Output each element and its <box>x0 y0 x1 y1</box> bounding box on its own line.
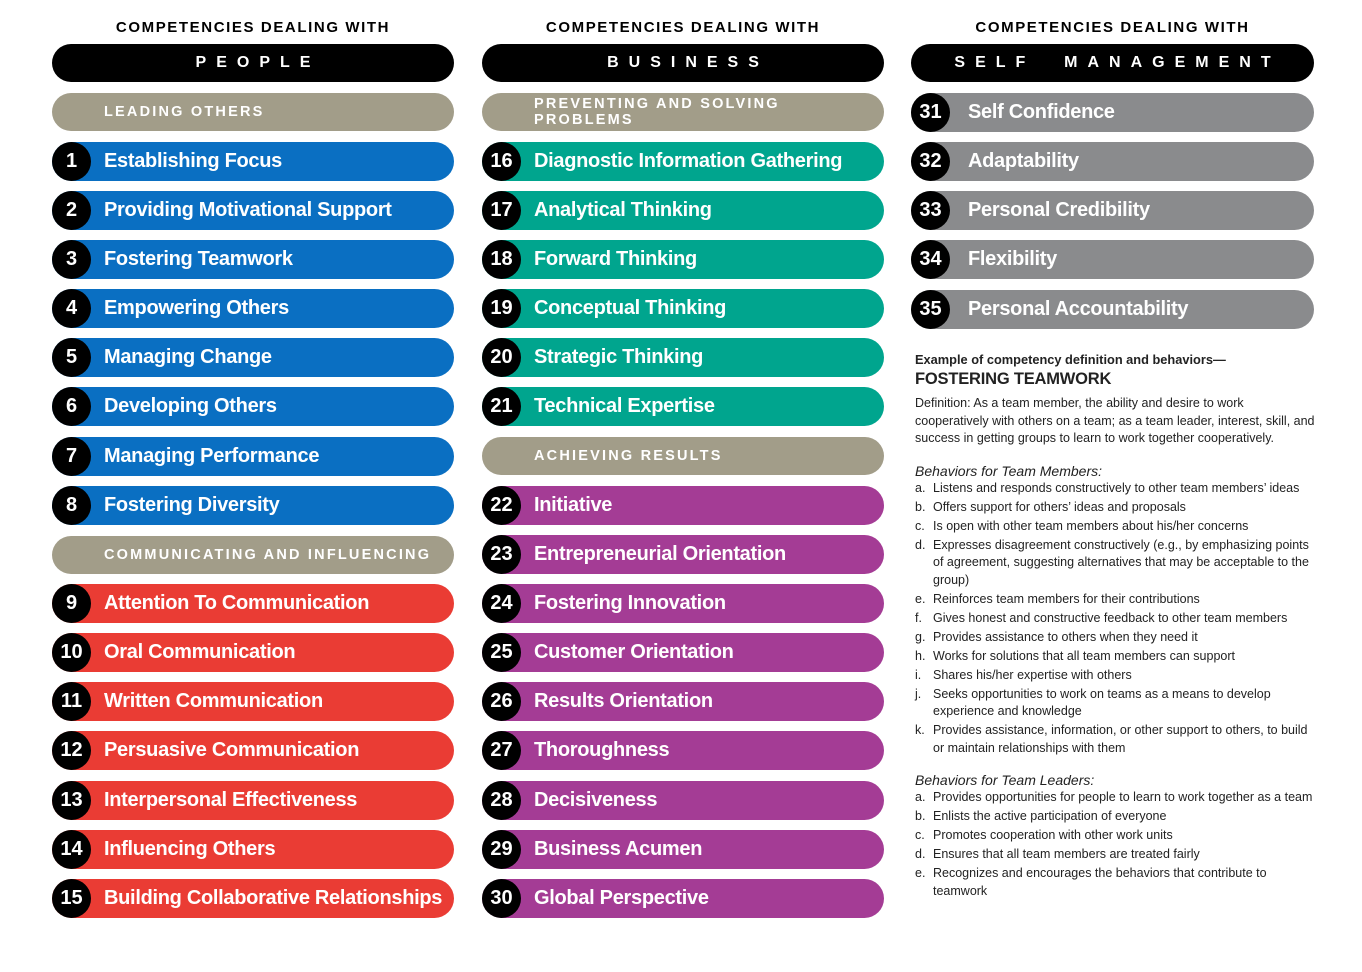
section-label: LEADING OTHERS <box>104 104 265 120</box>
number-badge: 10 <box>52 633 91 672</box>
list-marker: c. <box>915 518 925 533</box>
section-label: COMMUNICATING AND INFLUENCING <box>104 547 432 563</box>
number-badge: 29 <box>482 830 521 869</box>
competency-29[interactable] <box>482 830 884 869</box>
list-marker: d. <box>915 537 926 552</box>
number-badge: 13 <box>52 781 91 820</box>
competency-35[interactable] <box>911 290 1314 329</box>
competency-label: Adaptability <box>968 150 1079 172</box>
competency-label: Developing Others <box>104 395 277 417</box>
competency-22[interactable] <box>482 486 884 525</box>
list-marker: k. <box>915 723 925 737</box>
number-badge: 12 <box>52 731 91 770</box>
section-achieving-results <box>482 437 884 475</box>
competency-13[interactable] <box>52 781 454 820</box>
behavior-text: Gives honest and constructive feedback to other team members <box>933 610 1288 625</box>
competency-6[interactable] <box>52 387 454 426</box>
competency-label: Initiative <box>534 494 613 516</box>
behavior-text: Provides assistance to others when they need it <box>933 629 1198 644</box>
competency-20[interactable] <box>482 338 884 377</box>
number-badge: 6 <box>52 387 91 426</box>
competency-2[interactable] <box>52 191 454 230</box>
competency-label: Customer Orientation <box>534 641 734 663</box>
people-title: PEOPLE <box>195 54 321 71</box>
number-badge: 18 <box>482 240 521 279</box>
number-badge: 23 <box>482 535 521 574</box>
number-badge: 15 <box>52 879 91 918</box>
behavior-text: Listens and responds constructively to other team members’ ideas <box>933 480 1300 495</box>
competency-17[interactable] <box>482 191 884 230</box>
self-header-pill <box>911 44 1314 82</box>
competency-33[interactable] <box>911 191 1314 230</box>
competency-24[interactable] <box>482 584 884 623</box>
behavior-text: Is open with other team members about his/her concerns <box>933 518 1249 533</box>
number-badge: 11 <box>52 682 91 721</box>
competency-23[interactable] <box>482 535 884 574</box>
number-badge: 27 <box>482 731 521 770</box>
list-marker: b. <box>915 809 926 823</box>
competency-label: Influencing Others <box>104 838 276 860</box>
behavior-text: Ensures that all team members are treated fairly <box>933 847 1200 861</box>
list-item <box>915 722 1315 757</box>
behavior-text: Shares his/her expertise with others <box>933 667 1132 682</box>
number-badge: 5 <box>52 338 91 377</box>
competency-10[interactable] <box>52 633 454 672</box>
competency-label: Results Orientation <box>534 690 713 712</box>
competency-26[interactable] <box>482 682 884 721</box>
definition-intro: Example of competency definition and behaviors— <box>915 352 1226 367</box>
business-header-pill <box>482 44 884 82</box>
number-badge: 16 <box>482 142 521 181</box>
competency-label: Attention To Communication <box>104 592 370 614</box>
competency-label: Written Communication <box>104 690 323 712</box>
number-badge: 26 <box>482 682 521 721</box>
number-badge: 34 <box>911 240 950 279</box>
list-item <box>915 865 1315 900</box>
number-badge: 32 <box>911 142 950 181</box>
number-badge: 2 <box>52 191 91 230</box>
competency-8[interactable] <box>52 486 454 525</box>
list-marker: c. <box>915 828 925 842</box>
competency-label: Fostering Teamwork <box>104 248 293 270</box>
number-badge: 20 <box>482 338 521 377</box>
list-item <box>915 629 1315 647</box>
number-badge: 25 <box>482 633 521 672</box>
business-title: BUSINESS <box>607 54 769 71</box>
list-item <box>915 808 1315 826</box>
competency-label: Forward Thinking <box>534 248 697 270</box>
behavior-text: Provides opportunities for people to learn to work together as a team <box>933 790 1313 804</box>
competency-28[interactable] <box>482 781 884 820</box>
competency-18[interactable] <box>482 240 884 279</box>
list-marker: e. <box>915 866 926 880</box>
list-marker: e. <box>915 591 926 606</box>
list-marker: g. <box>915 629 926 644</box>
competency-34[interactable] <box>911 240 1314 279</box>
competency-label: Conceptual Thinking <box>534 297 727 319</box>
number-badge: 14 <box>52 830 91 869</box>
section-label: PREVENTING AND SOLVING PROBLEMS <box>534 96 780 128</box>
list-marker: a. <box>915 480 926 495</box>
behavior-text: Provides assistance, information, or other support to others, to build or maintain relationships with them <box>933 723 1308 755</box>
competency-label: Persuasive Communication <box>104 739 360 761</box>
competency-label: Personal Accountability <box>968 298 1189 320</box>
competency-label: Decisiveness <box>534 789 658 811</box>
list-marker: a. <box>915 790 926 804</box>
list-marker: f. <box>915 610 922 625</box>
competency-label: Empowering Others <box>104 297 289 319</box>
number-badge: 9 <box>52 584 91 623</box>
competency-label: Thoroughness <box>534 739 670 761</box>
members-heading: Behaviors for Team Members: <box>915 462 1102 479</box>
number-badge: 21 <box>482 387 521 426</box>
competency-19[interactable] <box>482 289 884 328</box>
definition-title: FOSTERING TEAMWORK <box>915 370 1112 388</box>
list-item <box>915 518 1315 536</box>
competency-25[interactable] <box>482 633 884 672</box>
list-item <box>915 480 1315 498</box>
competency-9[interactable] <box>52 584 454 623</box>
behavior-text: Expresses disagreement constructively (e.g., by emphasizing points of agreement, suggesting alternatives that may be acceptable to the group) <box>933 537 1309 587</box>
competency-label: Entrepreneurial Orientation <box>534 543 786 565</box>
list-item <box>915 610 1315 628</box>
competency-14[interactable] <box>52 830 454 869</box>
competency-31[interactable] <box>911 93 1314 132</box>
number-badge: 4 <box>52 289 91 328</box>
list-marker: j. <box>915 686 922 701</box>
behavior-text: Recognizes and encourages the behaviors that contribute to teamwork <box>933 866 1267 898</box>
list-item <box>915 667 1315 685</box>
leaders-behavior-list <box>915 789 1315 900</box>
leaders-heading: Behaviors for Team Leaders: <box>915 772 1095 788</box>
behavior-text: Enlists the active participation of everyone <box>933 809 1167 823</box>
competency-label: Interpersonal Effectiveness <box>104 789 358 811</box>
section-leading-others <box>52 93 454 131</box>
section-label: ACHIEVING RESULTS <box>534 448 723 464</box>
competency-label: Analytical Thinking <box>534 199 712 221</box>
members-behavior-list <box>915 480 1315 758</box>
competency-label: Business Acumen <box>534 838 703 860</box>
people-header-pill <box>52 44 454 82</box>
competency-21[interactable] <box>482 387 884 426</box>
competency-label: Oral Communication <box>104 641 296 663</box>
definition-text: Definition: As a team member, the ability and desire to work cooperatively with others on a team; as a team leader, interest, skill, and success in getting groups to learn to work together cooperatively. <box>915 396 1315 445</box>
number-badge: 24 <box>482 584 521 623</box>
behavior-text: Works for solutions that all team members can support <box>933 648 1235 663</box>
competency-1[interactable] <box>52 142 454 181</box>
number-badge: 31 <box>911 93 950 132</box>
competency-3[interactable] <box>52 240 454 279</box>
people-kicker: COMPETENCIES DEALING WITH <box>115 19 391 36</box>
competency-definition-panel <box>915 352 1315 902</box>
competency-label: Fostering Diversity <box>104 494 280 516</box>
competency-label: Building Collaborative Relationships <box>104 887 443 909</box>
list-marker: b. <box>915 499 926 514</box>
competency-15[interactable] <box>52 879 454 918</box>
competency-7[interactable] <box>52 437 454 476</box>
number-badge: 8 <box>52 486 91 525</box>
competency-30[interactable] <box>482 879 884 918</box>
competency-label: Diagnostic Information Gathering <box>534 150 843 172</box>
section-preventing-solving <box>482 93 884 131</box>
competency-label: Personal Credibility <box>968 199 1150 221</box>
number-badge: 3 <box>52 240 91 279</box>
competency-label: Self Confidence <box>968 101 1115 123</box>
list-item <box>915 499 1315 517</box>
competency-label: Managing Change <box>104 346 272 368</box>
competency-label: Technical Expertise <box>534 395 715 417</box>
list-item <box>915 686 1315 721</box>
list-item <box>915 591 1315 609</box>
competency-label: Providing Motivational Support <box>104 199 392 221</box>
list-item <box>915 789 1315 807</box>
business-kicker: COMPETENCIES DEALING WITH <box>545 19 821 36</box>
number-badge: 17 <box>482 191 521 230</box>
competency-label: Managing Performance <box>104 445 320 467</box>
number-badge: 1 <box>52 142 91 181</box>
number-badge: 7 <box>52 437 91 476</box>
number-badge: 30 <box>482 879 521 918</box>
list-item <box>915 537 1315 590</box>
competency-12[interactable] <box>52 731 454 770</box>
competency-11[interactable] <box>52 682 454 721</box>
competency-27[interactable] <box>482 731 884 770</box>
competency-16[interactable] <box>482 142 884 181</box>
behavior-text: Promotes cooperation with other work units <box>933 828 1173 842</box>
number-badge: 33 <box>911 191 950 230</box>
competency-5[interactable] <box>52 338 454 377</box>
self-title: SELF MANAGEMENT <box>954 54 1281 71</box>
number-badge: 28 <box>482 781 521 820</box>
list-marker: h. <box>915 648 926 663</box>
behavior-text: Offers support for others’ ideas and proposals <box>933 499 1186 514</box>
competency-32[interactable] <box>911 142 1314 181</box>
competency-label: Global Perspective <box>534 887 709 909</box>
section-communicating-influencing <box>52 536 454 574</box>
behavior-text: Reinforces team members for their contributions <box>933 591 1200 606</box>
list-marker: d. <box>915 847 926 861</box>
list-item <box>915 648 1315 666</box>
number-badge: 35 <box>911 290 950 329</box>
competency-label: Establishing Focus <box>104 150 282 172</box>
competency-4[interactable] <box>52 289 454 328</box>
competency-label: Fostering Innovation <box>534 592 726 614</box>
number-badge: 19 <box>482 289 521 328</box>
number-badge: 22 <box>482 486 521 525</box>
list-marker: i. <box>915 667 922 682</box>
behavior-text: Seeks opportunities to work on teams as a means to develop experience and knowledge <box>933 686 1271 718</box>
competency-label: Flexibility <box>968 248 1057 270</box>
list-item <box>915 846 1315 864</box>
competency-label: Strategic Thinking <box>534 346 704 368</box>
self-kicker: COMPETENCIES DEALING WITH <box>975 19 1250 36</box>
list-item <box>915 827 1315 845</box>
